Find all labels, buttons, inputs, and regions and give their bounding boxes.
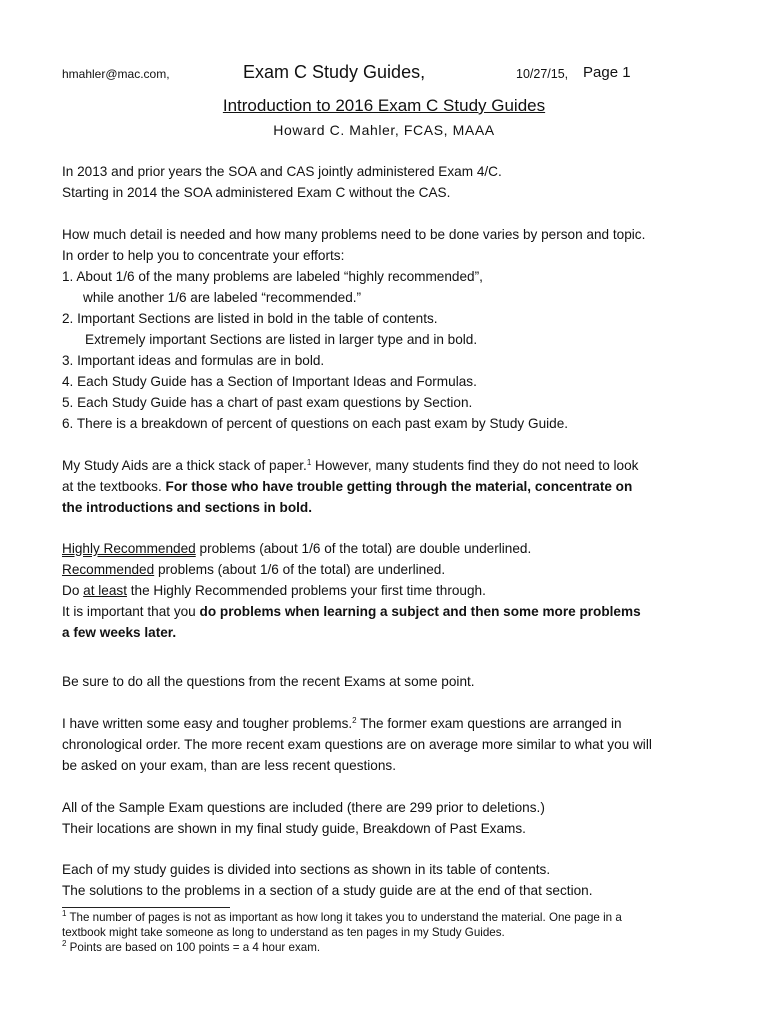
study-aids-text: However, many students find they do not need to look [311, 458, 639, 473]
important-line [62, 601, 722, 622]
document-title: Introduction to 2016 Exam C Study Guides [222, 96, 546, 115]
highly-recommended-label: Highly Recommended [62, 541, 196, 556]
list-item: 5. Each Study Guide has a chart of past exam questions by Section. [62, 395, 473, 410]
written-line [62, 713, 722, 734]
at-least-text: Do [62, 583, 84, 598]
study-aids-bold: the introductions and sections in bold. [62, 500, 312, 515]
list-item: 4. Each Study Guide has a Section of Important Ideas and Formulas. [62, 374, 477, 389]
study-aids-text: My Study Aids are a thick stack of paper. [62, 458, 307, 473]
header-title: Exam C Study Guides, [243, 62, 426, 82]
header-email: hmahler@mac.com, [62, 67, 170, 81]
footnote-2-number: 2 [62, 939, 67, 948]
detail-paragraph [62, 224, 722, 434]
recommended-label: Recommended [62, 562, 155, 577]
footnotes [62, 910, 722, 955]
list-item: 3. Important ideas and formulas are in bold. [62, 353, 325, 368]
sample-line: Their locations are shown in my final study guide, Breakdown of Past Exams. [62, 821, 526, 836]
footnote-1-text: The number of pages is not as important as how long it takes you to understand the material. One page in a [66, 911, 622, 924]
written-line: be asked on your exam, than are less recent questions. [62, 758, 396, 773]
footnote-1-number: 1 [62, 909, 67, 918]
intro-line: In 2013 and prior years the SOA and CAS jointly administered Exam 4/C. [62, 164, 502, 179]
recommended-text: problems (about 1/6 of the total) are underlined. [154, 562, 446, 577]
written-text: The former exam questions are arranged in [356, 716, 622, 731]
footnote-divider [62, 907, 230, 908]
footnote-ref-2: 2 [352, 716, 357, 725]
recent-exams-paragraph [62, 671, 722, 692]
at-least-underlined: at least [83, 583, 127, 598]
intro-paragraph [62, 161, 722, 203]
list-item-continuation: while another 1/6 are labeled “recommended.” [83, 290, 362, 305]
sample-line: All of the Sample Exam questions are included (there are 299 prior to deletions.) [62, 800, 545, 815]
sections-line: The solutions to the problems in a section of a study guide are at the end of that section. [62, 883, 593, 898]
sample-exam-paragraph [62, 797, 722, 839]
footnote-2 [62, 940, 722, 955]
list-item: 1. About 1/6 of the many problems are labeled “highly recommended”, [62, 269, 483, 284]
sections-paragraph [62, 859, 722, 901]
sections-line: Each of my study guides is divided into sections as shown in its table of contents. [62, 862, 551, 877]
document-author: Howard C. Mahler, FCAS, MAAA [273, 122, 495, 138]
study-aids-text: at the textbooks. [62, 479, 166, 494]
header-date: 10/27/15, [516, 67, 569, 81]
recommended-paragraph [62, 538, 722, 643]
intro-line: Starting in 2014 the SOA administered Exam C without the CAS. [62, 185, 451, 200]
written-line: chronological order. The more recent exam questions are on average more similar to what you will [62, 737, 652, 752]
header-page-number: Page 1 [583, 64, 631, 81]
study-aids-line [62, 476, 722, 497]
written-problems-paragraph [62, 713, 722, 776]
footnote-2-text: Points are based on 100 points = a 4 hour exam. [66, 941, 321, 954]
important-bold: do problems when learning a subject and then some more problems [199, 604, 641, 619]
highly-recommended-text: problems (about 1/6 of the total) are double underlined. [195, 541, 532, 556]
list-item: 2. Important Sections are listed in bold in the table of contents. [62, 311, 438, 326]
footnote-1 [62, 910, 722, 925]
at-least-line [62, 580, 722, 601]
study-aids-bold: For those who have trouble getting through the material, concentrate on [165, 479, 633, 494]
written-text: I have written some easy and tougher problems. [62, 716, 353, 731]
study-aids-paragraph [62, 455, 722, 518]
at-least-text: the Highly Recommended problems your first time through. [126, 583, 486, 598]
footnote-1-continuation: textbook might take someone as long to understand as ten pages in my Study Guides. [62, 926, 505, 939]
important-bold: a few weeks later. [62, 625, 177, 640]
list-item: 6. There is a breakdown of percent of questions on each past exam by Study Guide. [62, 416, 569, 431]
footnote-ref-1: 1 [306, 458, 312, 467]
highly-recommended-line [62, 538, 722, 559]
recommended-line [62, 559, 722, 580]
list-item-continuation: Extremely important Sections are listed in larger type and in bold. [85, 332, 478, 347]
detail-line: How much detail is needed and how many problems need to be done varies by person and topic. [62, 227, 646, 242]
study-aids-line [62, 455, 722, 476]
recent-exams-line: Be sure to do all the questions from the recent Exams at some point. [62, 674, 475, 689]
important-text: It is important that you [62, 604, 200, 619]
detail-line: In order to help you to concentrate your efforts: [62, 248, 345, 263]
